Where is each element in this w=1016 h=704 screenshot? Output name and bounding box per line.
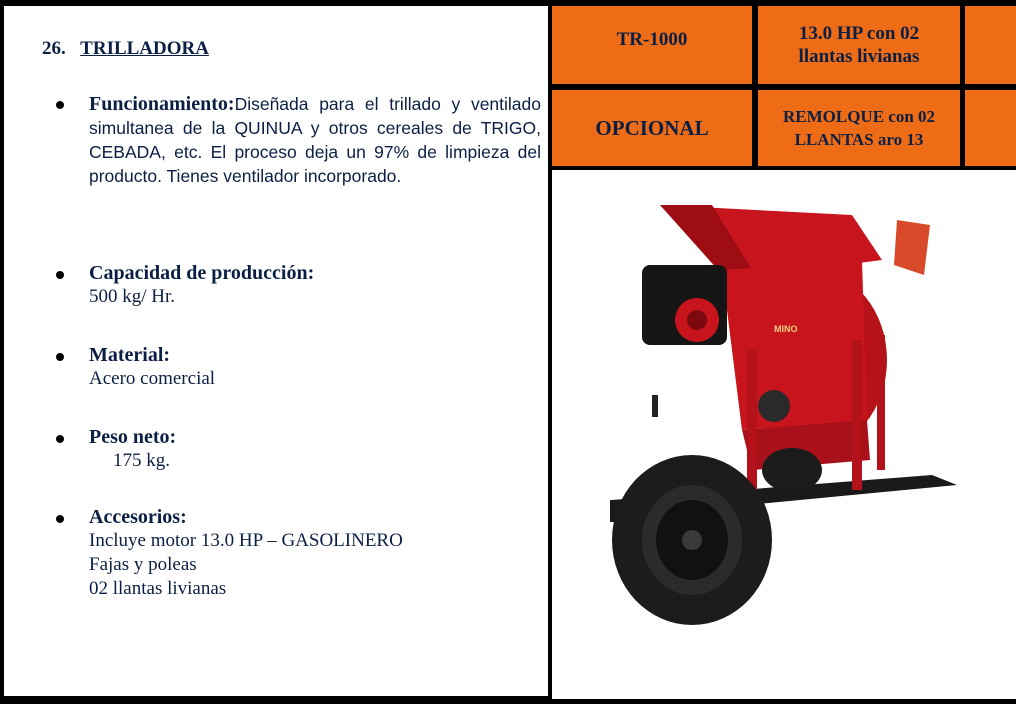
peso-value: 175 kg. (113, 450, 170, 471)
accesorios-label: Accesorios: (89, 506, 187, 528)
empty-cell (965, 6, 1016, 84)
accesorios-line: 02 llantas livianas (89, 578, 227, 599)
trailer-spec-cell: REMOLQUE con 02 LLANTAS aro 13 (758, 90, 960, 166)
accesorios-line: Fajas y poleas (89, 554, 197, 575)
thresher-machine-image (552, 170, 1016, 699)
funcionamiento-label: Funcionamiento: (89, 93, 235, 115)
bullet-icon (56, 515, 64, 523)
brand-logo-text: MINO (774, 324, 798, 334)
section-number: 26. (42, 38, 66, 59)
bullet-icon (56, 435, 64, 443)
peso-label: Peso neto: (89, 426, 177, 448)
bullet-icon (56, 353, 64, 361)
bullet-icon (56, 271, 64, 279)
spec-panel (4, 6, 548, 696)
product-photo (552, 170, 1016, 699)
material-label: Material: (89, 344, 171, 366)
material-value: Acero comercial (89, 368, 216, 389)
spec-cell: 13.0 HP con 02 llantas livianas (758, 6, 960, 84)
section-heading (42, 38, 209, 60)
empty-cell (965, 90, 1016, 166)
capacidad-value: 500 kg/ Hr. (89, 286, 176, 307)
optional-cell: OPCIONAL (552, 90, 752, 166)
model-cell: TR-1000 (552, 6, 752, 84)
funcionamiento-text: Diseñada para el trillado y ventilado simultanea de la QUINUA y otros cereales de TRIGO, CEBADA, etc. El proceso deja un 97% de limpieza del producto. Tienes ventilador incorporado. (89, 94, 541, 186)
accesorios-line: Incluye motor 13.0 HP – GASOLINERO (89, 530, 403, 551)
capacidad-label: Capacidad de producción: (89, 262, 315, 284)
bullet-icon (56, 101, 64, 109)
section-title: TRILLADORA (80, 38, 209, 59)
